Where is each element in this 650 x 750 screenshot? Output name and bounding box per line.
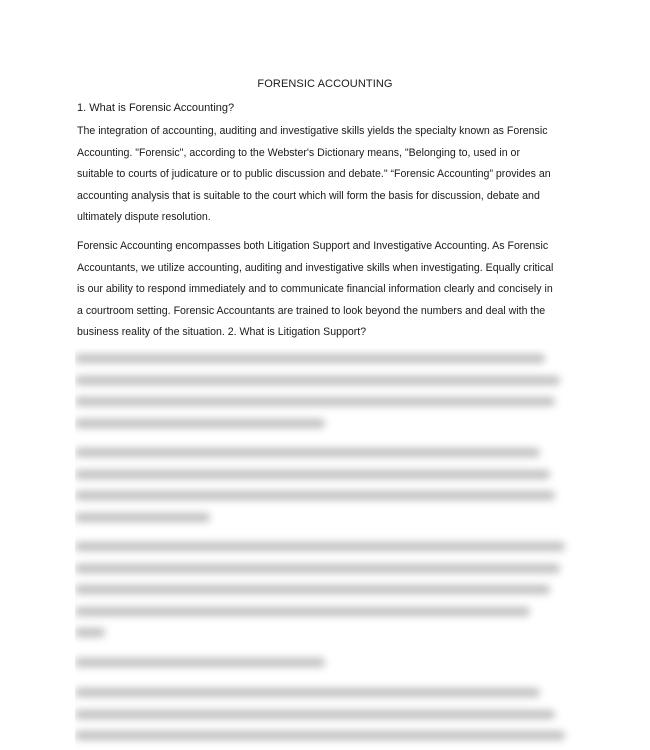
blurred-paragraph: [75, 542, 575, 650]
document-title: FORENSIC ACCOUNTING: [257, 78, 393, 90]
blurred-paragraph: [75, 448, 575, 534]
blurred-paragraph: [75, 688, 575, 750]
paragraph-1: The integration of accounting, auditing and investigative skills yields the specialty known as Forensic Accounting. "Forensic", according to the Webster's Dictionary means, "Belonging to, used in or suitable to courts of judicature or to public discussion and debate." “Forensic Accounting” provides an accounting analysis that is suitable to the court which will form the basis for discussion, debate and ultimately dispute resolution.: [77, 125, 551, 223]
blurred-content: [75, 348, 575, 750]
blurred-paragraph: [75, 354, 575, 440]
blurred-heading: [75, 658, 575, 680]
section-heading: 1. What is Forensic Accounting?: [77, 102, 235, 114]
paragraph-2: Forensic Accounting encompasses both Litigation Support and Investigative Accounting. As Forensic Accountants, we utilize accounting, auditing and investigative skills when investigating. Equally critical is our ability to respond immediately and to communicate financial information clearly and concisely in a courtroom setting. Forensic Accountants are trained to look beyond the numbers and deal with the business reality of the situation. 2. What is Litigation Support?: [77, 240, 554, 338]
